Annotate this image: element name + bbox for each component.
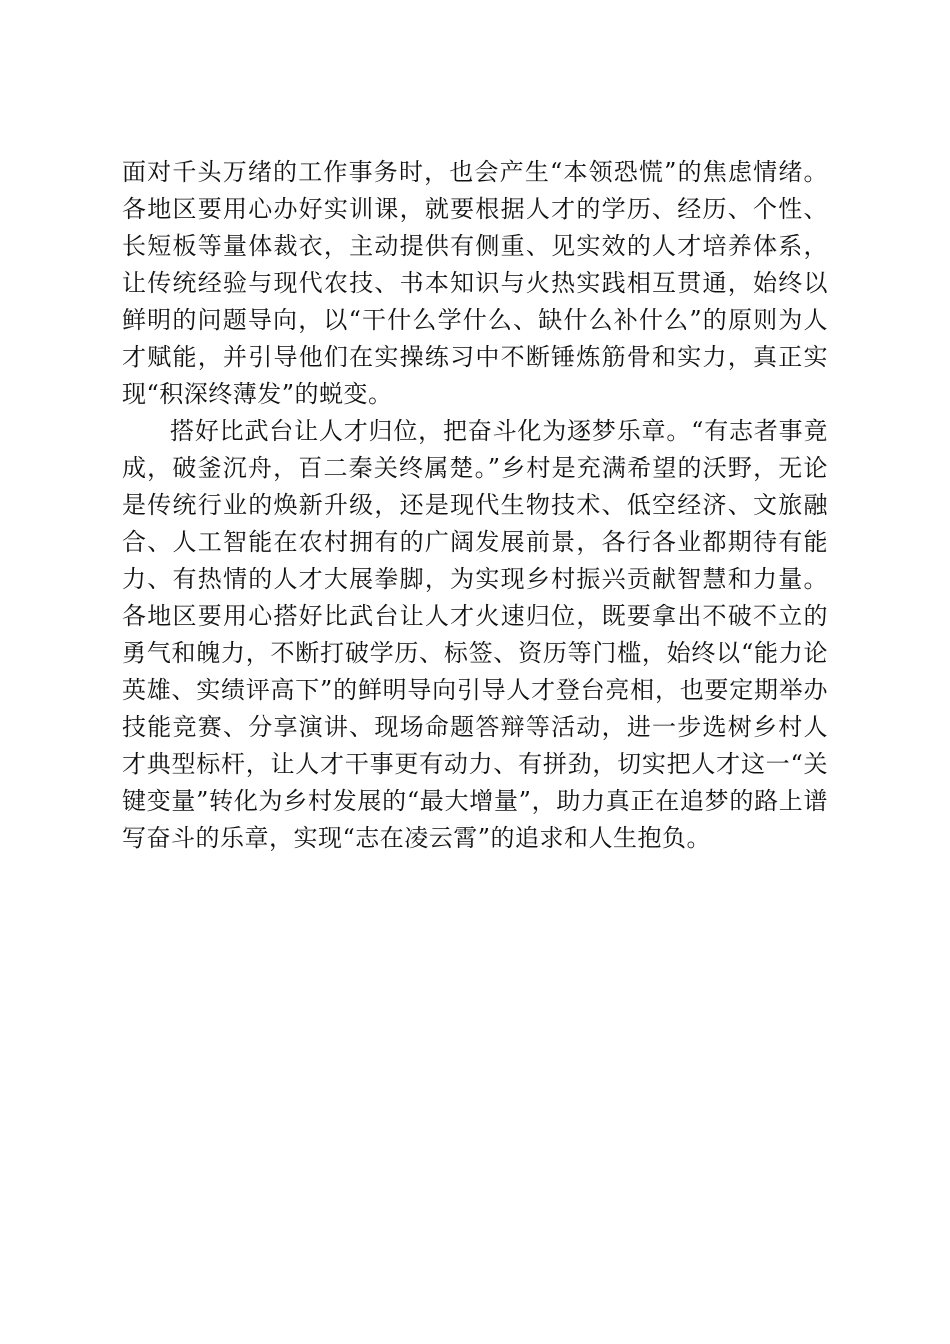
paragraph-competition-platform: 搭好比武台让人才归位，把奋斗化为逐梦乐章。“有志者事竟成，破釜沉舟，百二秦关终属楚。”乡村是充满希望的沃野，无论是传统行业的焕新升级，还是现代生物技术、低空经济、文旅融合、人工智能在农村拥有的广阔发展前景，各行各业都期待有能力、有热情的人才大展拳脚，为实现乡村振兴贡献智慧和力量。各地区要用心搭好比武台让人才火速归位，既要拿出不破不立的勇气和魄力，不断打破学历、标签、资历等门槛，始终以“能力论英雄、实绩评高下”的鲜明导向引导人才登台亮相，也要定期举办技能竞赛、分享演讲、现场命题答辩等活动，进一步选树乡村人才典型标杆，让人才干事更有动力、有拼劲，切实把人才这一“关键变量”转化为乡村发展的“最大增量”，助力真正在追梦的路上谱写奋斗的乐章，实现“志在凌云霄”的追求和人生抱负。 bbox=[122, 417, 828, 852]
body-text bbox=[122, 154, 828, 857]
paragraph-continued: 面对千头万绪的工作事务时，也会产生“本领恐慌”的焦虑情绪。各地区要用心办好实训课，就要根据人才的学历、经历、个性、长短板等量体裁衣，主动提供有侧重、见实效的人才培养体系，让传统经验与现代农技、书本知识与火热实践相互贯通，始终以鲜明的问题导向，以“干什么学什么、缺什么补什么”的原则为人才赋能，并引导他们在实操练习中不断锤炼筋骨和实力，真正实现“积深终薄发”的蜕变。 bbox=[122, 158, 828, 408]
